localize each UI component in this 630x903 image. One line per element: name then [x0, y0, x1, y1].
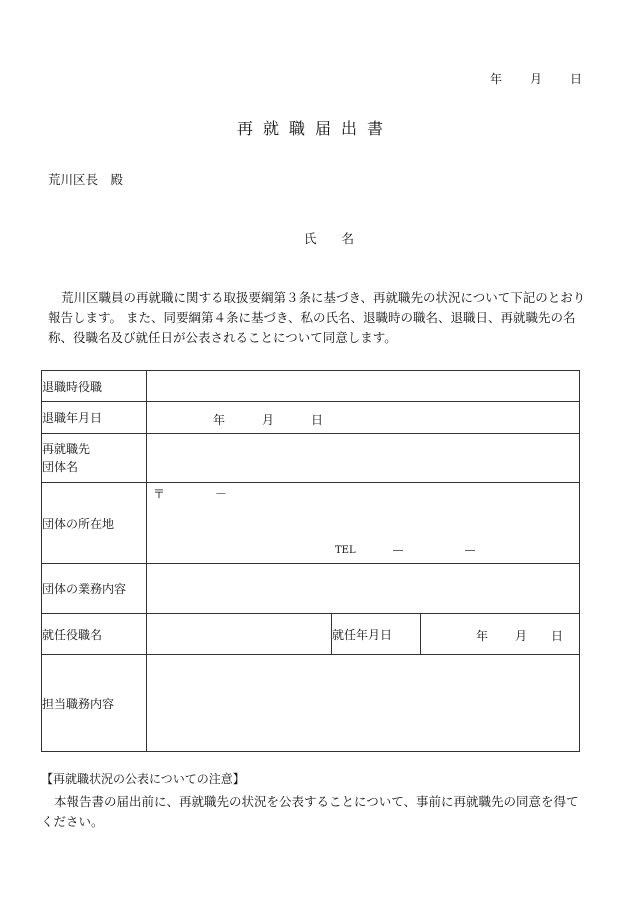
employer-field[interactable] — [147, 434, 580, 483]
start-date-day: 日 — [551, 629, 564, 643]
retire-date-month: 月 — [262, 413, 275, 427]
address-label: 団体の所在地 — [42, 483, 147, 564]
tel-dash-1: ― — [393, 545, 403, 556]
new-position-field[interactable] — [147, 614, 332, 655]
note-body: 本報告書の届出前に、再就職先の状況を公表することについて、事前に再就職先の同意を得てください。 — [41, 794, 579, 829]
postal-mark: 〒 — [153, 487, 166, 501]
retire-position-field[interactable] — [147, 371, 580, 402]
page-title: 再就職届出書 — [236, 119, 393, 138]
retire-date-year: 年 — [213, 413, 226, 427]
address-field[interactable] — [147, 483, 580, 564]
row-retire-position — [42, 371, 580, 402]
row-employer — [42, 434, 580, 483]
body-text: 荒川区職員の再就職に関する取扱要綱第３条に基づき、再就職先の状況について下記のとおり報告します。 また、同要綱第４条に基づき、私の氏名、退職時の職名、退職日、再就職先の名称、役職名及び就任日が公表されることについて同意します。 — [48, 290, 586, 345]
row-address — [42, 483, 580, 564]
date-year-label: 年 — [489, 72, 502, 86]
row-retire-date — [42, 402, 580, 434]
date-month-label: 月 — [529, 72, 542, 86]
business-field[interactable] — [147, 564, 580, 614]
report-form-table — [41, 370, 580, 752]
start-date-label: 就任年月日 — [332, 614, 421, 655]
date-day-label: 日 — [569, 72, 582, 86]
start-date-year: 年 — [476, 629, 489, 643]
tel-label: TEL — [335, 545, 356, 556]
submission-date — [490, 70, 582, 87]
retire-date-label: 退職年月日 — [42, 402, 147, 434]
retire-date-field[interactable] — [147, 402, 580, 434]
duties-label: 担当職務内容 — [42, 655, 147, 752]
row-new-position — [42, 614, 580, 655]
name-label: 氏 名 — [304, 231, 355, 246]
employer-label — [42, 434, 147, 483]
row-business — [42, 564, 580, 614]
tel-dash-2: ― — [465, 545, 475, 556]
duties-field[interactable] — [147, 655, 580, 752]
postal-dash: － — [215, 487, 228, 501]
business-label: 団体の業務内容 — [42, 564, 147, 614]
start-date-month: 月 — [515, 629, 528, 643]
row-duties — [42, 655, 580, 752]
retire-date-day: 日 — [311, 413, 324, 427]
note-heading: 【再就職状況の公表についての注意】 — [41, 772, 245, 786]
employer-label-line2: 団体名 — [42, 460, 79, 474]
retire-position-label: 退職時役職 — [42, 371, 147, 402]
start-date-field[interactable] — [421, 614, 580, 655]
recipient: 荒川区長 殿 — [48, 172, 124, 187]
employer-label-line1: 再就職先 — [42, 442, 91, 456]
new-position-label: 就任役職名 — [42, 614, 147, 655]
